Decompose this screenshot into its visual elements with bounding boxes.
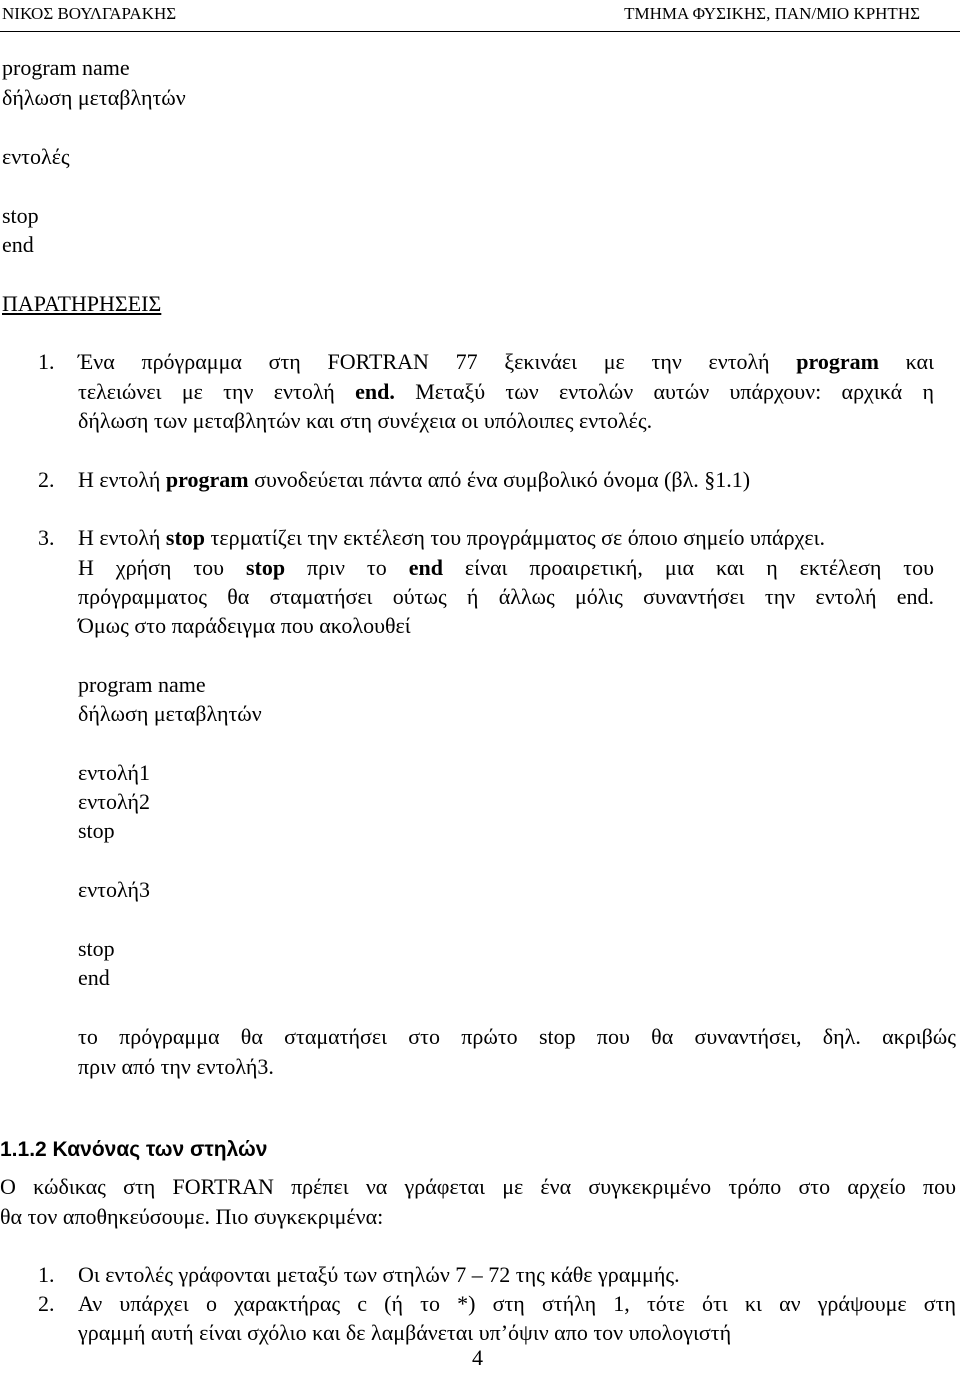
item-1-line-1: Ένα πρόγραμμα στη FORTRAN 77 ξεκινάει με την εντολή program και — [78, 349, 934, 374]
item-2-line-1: Η εντολή program συνοδεύεται πάντα από ένα συμβολικό όνομα (βλ. §1.1) — [78, 467, 751, 492]
item-3-number: 3. — [38, 525, 55, 550]
item-3-line-1: Η εντολή stop τερματίζει την εκτέλεση του προγράμματος σε όποιο σημείο υπάρχει. — [78, 525, 825, 550]
header-rule — [0, 31, 960, 32]
rule-2-number: 2. — [38, 1291, 55, 1316]
rule-2-line-1: Αν υπάρχει ο χαρακτήρας c (ή το *) στη στήλη 1, τότε ότι κι αν γράψουμε στη — [78, 1291, 956, 1316]
example-note-line-1: το πρόγραμμα θα σταματήσει στο πρώτο stop που θα συναντήσει, δηλ. ακριβώς — [78, 1024, 956, 1049]
example-note-line-2: πριν από την εντολή3. — [78, 1054, 274, 1079]
structure-line-declarations: δήλωση μεταβλητών — [2, 85, 186, 110]
rule-2-line-2: γραμμή αυτή είναι σχόλιο και δε λαμβάνεται υπ’όψιν απο τον υπολογιστή — [78, 1320, 732, 1345]
header-author: ΝΙΚΟΣ ΒΟΥΛΓΑΡΑΚΗΣ — [2, 4, 177, 23]
example-line-statement-3: εντολή3 — [78, 877, 151, 902]
structure-line-stop: stop — [2, 203, 39, 228]
example-line-statement-1: εντολή1 — [78, 760, 151, 785]
example-line-program: program name — [78, 672, 206, 697]
example-line-stop-1: stop — [78, 818, 115, 843]
item-1-line-2: τελειώνει με την εντολή end. Μεταξύ των εντολών αυτών υπάρχουν: αρχικά η — [78, 379, 934, 404]
remarks-heading: ΠΑΡΑΤΗΡΗΣΕΙΣ — [2, 291, 162, 316]
item-3-line-4: Όμως στο παράδειγμα που ακολουθεί — [78, 613, 411, 638]
item-2-number: 2. — [38, 467, 55, 492]
structure-line-statements: εντολές — [2, 144, 70, 169]
example-line-end: end — [78, 965, 110, 990]
page-number: 4 — [472, 1345, 483, 1370]
section-paragraph-line-1: Ο κώδικας στη FORTRAN πρέπει να γράφεται με ένα συγκεκριμένο τρόπο στο αρχείο που — [0, 1174, 956, 1199]
example-line-stop-2: stop — [78, 936, 115, 961]
item-3-line-3: πρόγραμματος θα σταματήσει ούτως ή άλλως μόλις συναντήσει την εντολή end. — [78, 584, 934, 609]
item-1-number: 1. — [38, 349, 55, 374]
structure-line-program: program name — [2, 55, 130, 80]
example-line-statement-2: εντολή2 — [78, 789, 151, 814]
example-line-declarations: δήλωση μεταβλητών — [78, 701, 262, 726]
page-header — [0, 0, 960, 34]
rule-1-number: 1. — [38, 1262, 55, 1287]
item-3-line-2: Η χρήση του stop πριν το end είναι προαιρετική, μια και η εκτέλεση του — [78, 555, 935, 580]
rule-1-text: Οι εντολές γράφονται μεταξύ των στηλών 7 – 72 της κάθε γραμμής. — [78, 1262, 680, 1287]
item-1-line-3: δήλωση των μεταβλητών και στη συνέχεια οι υπόλοιπες εντολές. — [78, 408, 653, 433]
structure-line-end: end — [2, 232, 34, 257]
header-department: ΤΜΗΜΑ ΦΥΣΙΚΗΣ, ΠΑΝ/ΜΙΟ ΚΡΗΤΗΣ — [624, 4, 920, 23]
section-title: 1.1.2 Κανόνας των στηλών — [0, 1138, 268, 1161]
section-paragraph-line-2: θα τον αποθηκεύσουμε. Πιο συγκεκριμένα: — [0, 1204, 384, 1229]
